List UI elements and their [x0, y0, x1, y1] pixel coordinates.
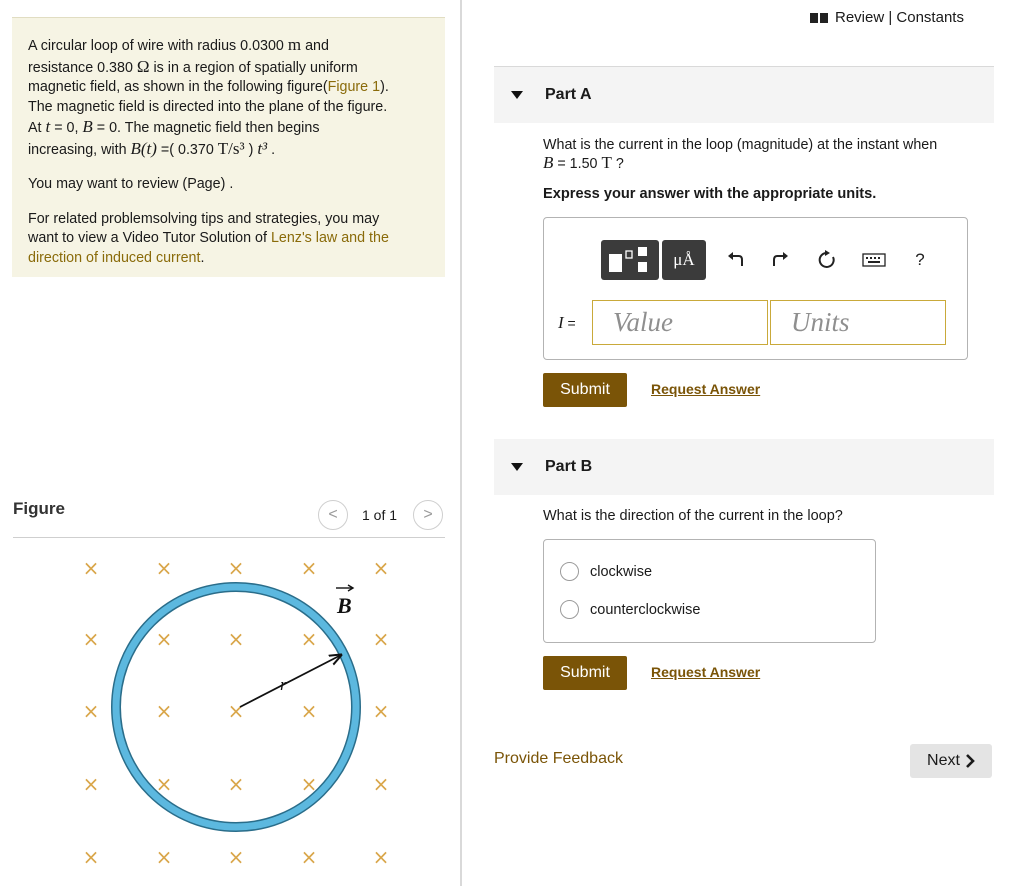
var-I: I	[558, 313, 564, 332]
help-button[interactable]	[908, 248, 932, 272]
problem-paragraph-2: You may want to review (Page) .	[28, 176, 234, 192]
field-cross-icon: ×	[372, 627, 390, 651]
value-input[interactable]: Value	[592, 300, 768, 345]
text: is in a region of spatially uniform	[149, 59, 358, 76]
field-cross-icon: ×	[227, 556, 245, 580]
choice-clockwise[interactable]	[560, 562, 652, 581]
choice-label: clockwise	[590, 563, 653, 580]
var-t-cubed: t³	[257, 138, 268, 158]
field-cross-icon: ×	[155, 845, 173, 869]
field-cross-icon: ×	[227, 845, 245, 869]
chevron-right-icon: >	[423, 506, 433, 523]
field-cross-icon: ×	[155, 556, 173, 580]
part-a-header[interactable]	[494, 67, 994, 123]
text: =( 0.370	[156, 141, 218, 158]
field-cross-icon: ×	[82, 556, 100, 580]
part-b-header[interactable]	[494, 439, 994, 495]
video-tutor-link[interactable]: Lenz's law and the	[270, 230, 389, 246]
field-cross-icon: ×	[372, 699, 390, 723]
field-cross-icon: ×	[300, 556, 318, 580]
field-cross-icon: ×	[227, 627, 245, 651]
unit-T-per-s3: T/s³	[217, 138, 245, 158]
magnetic-field-figure	[0, 0, 460, 886]
undo-icon	[725, 250, 745, 270]
undo-button[interactable]	[723, 248, 747, 272]
video-tutor-link-continued[interactable]: direction of induced current	[28, 249, 201, 266]
unit-T: T	[601, 153, 612, 172]
part-b-submit-button[interactable]: Submit	[543, 656, 627, 690]
variable-label	[558, 313, 576, 333]
text: For related problemsolving tips and strategies, you may	[28, 210, 380, 227]
units-input[interactable]: Units	[770, 300, 946, 345]
part-a-question	[543, 136, 988, 173]
field-cross-icon: ×	[82, 772, 100, 796]
choices-box	[543, 539, 876, 643]
text: = 1.50	[553, 156, 602, 172]
collapse-triangle-icon	[511, 463, 523, 471]
radius-label: r	[280, 675, 287, 694]
units-icon: μÅ	[673, 250, 695, 269]
var-B: B	[82, 117, 93, 136]
field-cross-icon: ×	[300, 845, 318, 869]
field-cross-icon: ×	[372, 556, 390, 580]
text: What is the current in the loop (magnitude) at the instant when	[543, 137, 938, 153]
choice-counterclockwise[interactable]	[560, 600, 700, 619]
field-cross-icon: ×	[155, 772, 173, 796]
field-cross-icon: ×	[300, 627, 318, 651]
field-cross-icon: ×	[372, 845, 390, 869]
var-Bt: B(t)	[130, 138, 157, 158]
radio-button[interactable]	[560, 562, 579, 581]
keyboard-icon	[862, 252, 886, 268]
var-B: B	[543, 153, 554, 172]
units-button[interactable]	[662, 240, 706, 280]
text: = 0. The magnetic field then begins	[92, 120, 320, 136]
var-t: t	[45, 117, 51, 136]
text: )	[244, 141, 258, 158]
reset-icon	[816, 249, 838, 271]
unit-ohm: Ω	[136, 56, 150, 76]
field-label-B: B	[337, 593, 352, 618]
templates-icon	[601, 240, 659, 280]
help-icon: ?	[915, 250, 925, 269]
radio-button[interactable]	[560, 600, 579, 619]
text: resistance 0.380	[28, 59, 137, 76]
part-b-request-answer-link[interactable]: Request Answer	[651, 664, 761, 680]
panel-divider	[460, 0, 462, 886]
templates-button[interactable]	[601, 240, 659, 280]
redo-button[interactable]	[769, 248, 793, 272]
text: A circular loop of wire with radius 0.0300	[28, 38, 288, 54]
chevron-left-icon: <	[328, 506, 338, 523]
field-cross-icon: ×	[82, 845, 100, 869]
field-cross-icon: ×	[82, 699, 100, 723]
text: magnetic field, as shown in the following figure(	[28, 79, 328, 95]
part-a-request-answer-link[interactable]: Request Answer	[651, 381, 761, 397]
part-a-instruction: Express your answer with the appropriate units.	[543, 186, 877, 202]
part-a-label: Part A	[545, 86, 592, 103]
figure-counter: 1 of 1	[362, 507, 398, 523]
text: The magnetic field is directed into the plane of the figure.	[28, 98, 388, 115]
collapse-triangle-icon	[511, 91, 523, 99]
text: ?	[611, 156, 624, 172]
review-constants-link[interactable]	[810, 9, 964, 26]
text: .	[200, 249, 205, 266]
field-cross-icon: ×	[155, 627, 173, 651]
review-constants-label: Review | Constants	[835, 9, 964, 26]
equals-sign: =	[563, 315, 576, 331]
figure-link[interactable]: Figure 1	[327, 79, 381, 95]
text: .	[267, 141, 276, 158]
field-cross-icon: ×	[82, 627, 100, 651]
text: ).	[380, 79, 389, 95]
keyboard-button[interactable]	[861, 248, 887, 272]
redo-icon	[771, 250, 791, 270]
field-cross-icon: ×	[300, 699, 318, 723]
chevron-right-icon	[965, 754, 975, 768]
figure-title: Figure	[13, 499, 65, 518]
radius-arrow	[240, 655, 341, 707]
text: increasing, with	[28, 141, 131, 158]
unit-m: m	[287, 35, 302, 54]
text: At	[28, 120, 46, 136]
next-button[interactable]	[910, 744, 992, 778]
next-label: Next	[927, 752, 960, 769]
text: and	[301, 38, 329, 54]
part-b-question: What is the direction of the current in the loop?	[543, 508, 843, 524]
field-cross-icon: ×	[227, 772, 245, 796]
part-a-submit-button[interactable]: Submit	[543, 373, 627, 407]
choice-label: counterclockwise	[590, 601, 701, 618]
field-cross-icon: ×	[227, 699, 245, 723]
field-cross-icon: ×	[300, 772, 318, 796]
field-cross-icon: ×	[372, 772, 390, 796]
book-icon	[810, 12, 828, 24]
field-cross-icon: ×	[155, 699, 173, 723]
reset-button[interactable]	[815, 248, 839, 272]
part-b-label: Part B	[545, 458, 593, 475]
text: want to view a Video Tutor Solution of	[28, 230, 271, 246]
provide-feedback-link[interactable]: Provide Feedback	[494, 750, 623, 767]
text: = 0,	[50, 120, 83, 136]
